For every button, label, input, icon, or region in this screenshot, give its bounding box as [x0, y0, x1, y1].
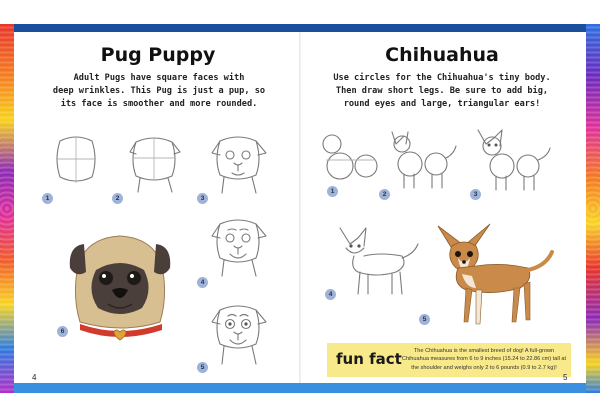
chihuahua-step-1-sketch: [318, 132, 380, 186]
left-page-number: 4: [32, 373, 37, 382]
right-tiedye-border: [586, 24, 600, 393]
fun-fact-line: the shoulder and weighs only 2 to 6 pounds (0.9 to 2.7 kg)!: [411, 364, 557, 371]
chihuahua-step-badge-5: 5: [419, 314, 430, 325]
pug-step-4-sketch: [208, 214, 270, 278]
pug-description-line: its face is smoother and more rounded.: [60, 99, 258, 109]
fun-fact-line: The Chihuahua is the smallest breed of dog! A full-grown: [413, 348, 555, 354]
step-badge-4: 4: [197, 277, 208, 288]
chihuahua-step-4-sketch: [336, 226, 422, 298]
pug-step-5-sketch: [208, 300, 270, 366]
chihuahua-description-line: Then draw short legs. Be sure to add big,: [335, 86, 549, 96]
bottom-border-strip: [14, 383, 586, 393]
chihuahua-step-badge-4: 4: [325, 289, 336, 300]
right-page-number: 5: [563, 373, 568, 382]
chihuahua-step-badge-2: 2: [379, 189, 390, 200]
chihuahua-page-title: Chihuahua: [385, 44, 499, 66]
book-gutter: [299, 32, 301, 383]
step-badge-3: 3: [197, 193, 208, 204]
heart-tag-icon: [114, 330, 126, 340]
pug-description-line: deep wrinkles. This Pug is just a pup, so: [52, 86, 266, 96]
pug-step-3-sketch: [208, 131, 270, 195]
step-badge-5: 5: [197, 362, 208, 373]
pug-step-2-sketch: [124, 132, 186, 194]
step-badge-1: 1: [42, 193, 53, 204]
pug-description: [34, 72, 284, 111]
fun-fact-label: fun fact: [336, 350, 402, 368]
pug-description-line: Adult Pugs have square faces with: [73, 73, 245, 83]
fun-fact-box: [327, 343, 571, 377]
chihuahua-step-badge-3: 3: [470, 189, 481, 200]
fun-fact-line: Chihuahua measures from 6 to 9 inches (15.24 to 22.86 cm) tall at: [401, 356, 567, 363]
chihuahua-step-2-sketch: [384, 126, 458, 192]
chihuahua-description-line: round eyes and large, triangular ears!: [343, 99, 541, 109]
step-badge-2: 2: [112, 193, 123, 204]
chihuahua-description-line: Use circles for the Chihuahua's tiny body.: [333, 73, 551, 83]
top-border-strip: [14, 24, 586, 32]
left-tiedye-border: [0, 24, 14, 393]
pug-finished-drawing: [62, 226, 180, 342]
fun-fact-text: [401, 347, 567, 372]
chihuahua-step-badge-1: 1: [327, 186, 338, 197]
pug-step-1-sketch: [50, 133, 102, 189]
chihuahua-finished-drawing: [432, 222, 562, 332]
chihuahua-step-3-sketch: [474, 126, 554, 194]
chihuahua-description: [317, 72, 567, 111]
pug-page-title: Pug Puppy: [100, 44, 216, 66]
step-badge-6: 6: [57, 326, 68, 337]
